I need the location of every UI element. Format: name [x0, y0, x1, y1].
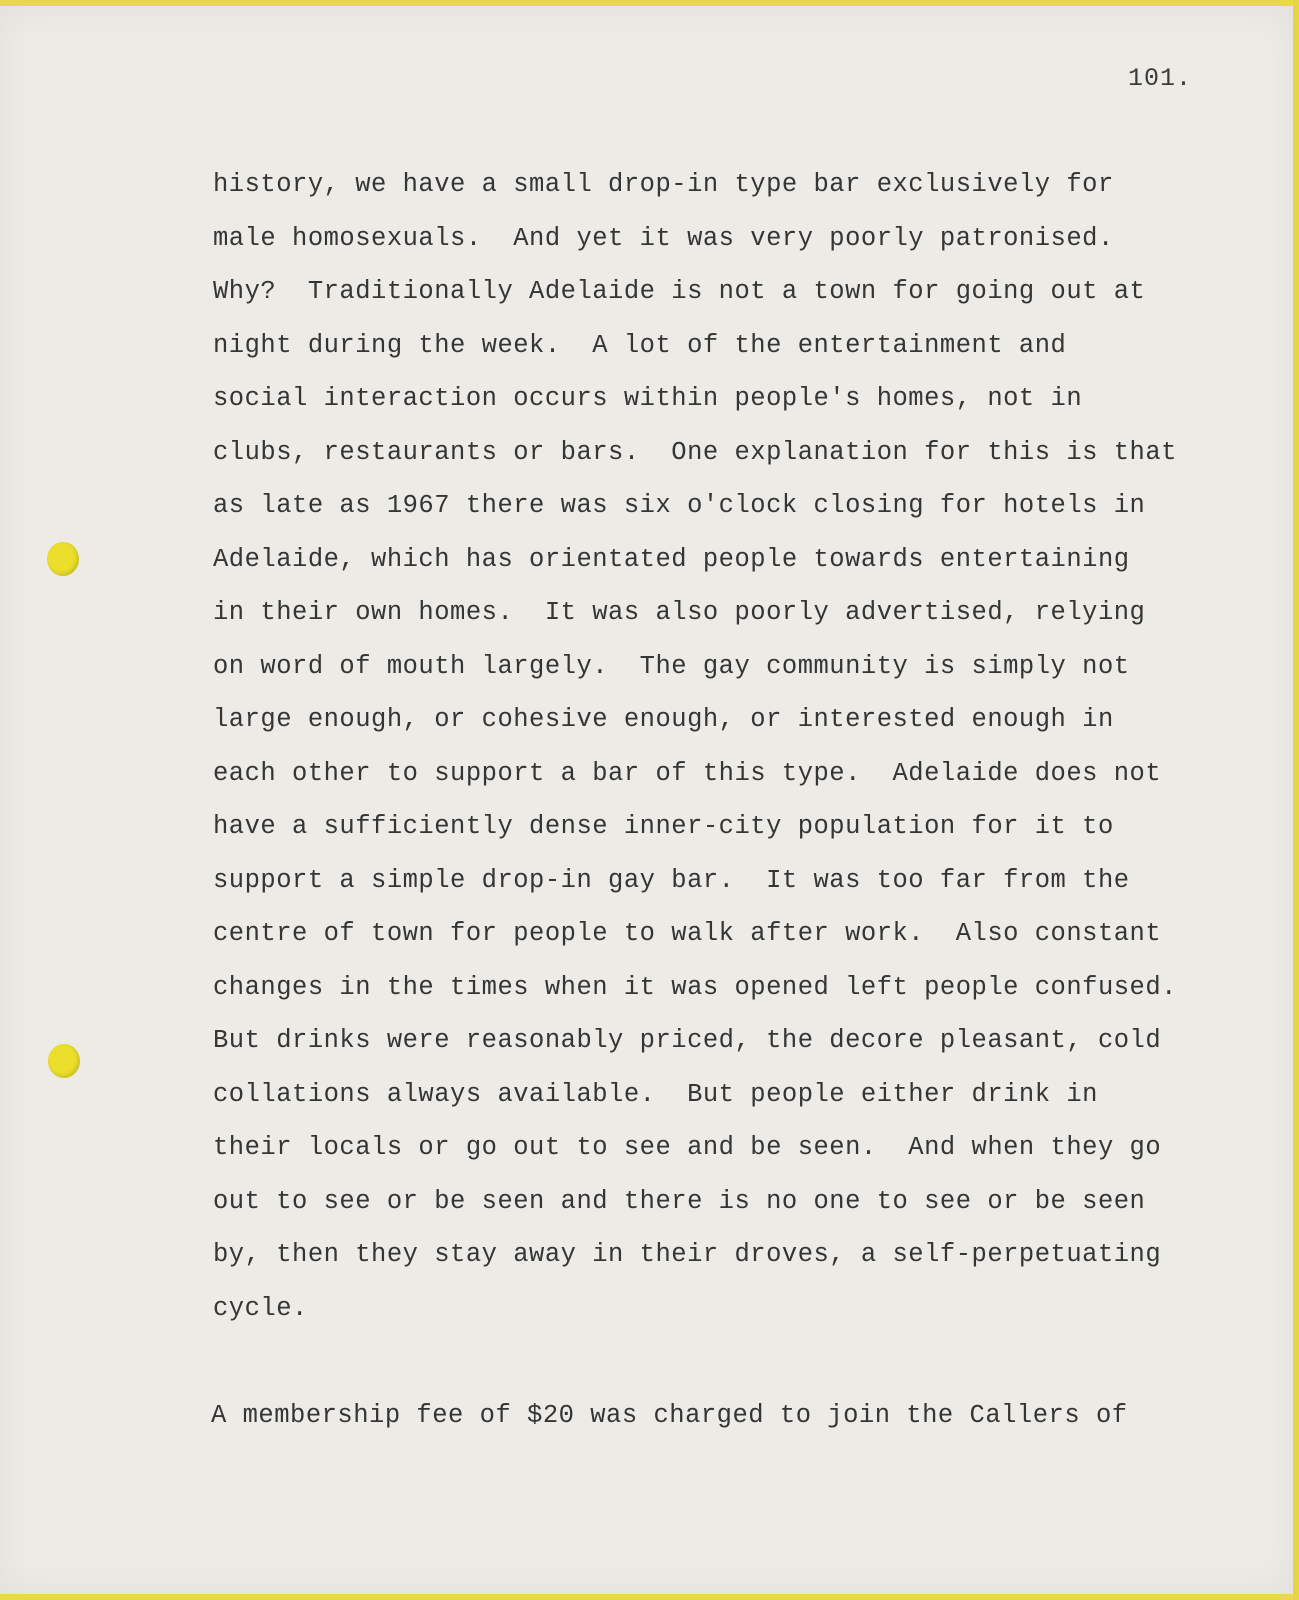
text-line: large enough, or cohesive enough, or interested enough in [213, 705, 1114, 734]
text-line: cycle. [213, 1293, 308, 1323]
page-number: 101. [1128, 64, 1193, 93]
text-line: support a simple drop-in gay bar. It was too far from the [213, 865, 1130, 895]
text-line: collations always available. But people either drink in [213, 1079, 1098, 1109]
text-line: each other to support a bar of this type. Adelaide does not [213, 758, 1162, 788]
text-line: But drinks were reasonably priced, the decore pleasant, cold [213, 1026, 1162, 1055]
binder-hole [47, 542, 79, 576]
paragraph-1 [213, 168, 1177, 1345]
text-line: history, we have a small drop-in type bar exclusively for [213, 170, 1114, 199]
paragraph-2: A membership fee of $20 was charged to join the Callers of [211, 1401, 1128, 1430]
text-line: as late as 1967 there was six o'clock closing for hotels in [213, 491, 1146, 520]
text-line: in their own homes. It was also poorly advertised, relying [213, 598, 1146, 627]
text-line: have a sufficiently dense inner-city population for it to [213, 812, 1114, 841]
text-line: night during the week. A lot of the entertainment and [213, 330, 1067, 360]
text-line: clubs, restaurants or bars. One explanation for this is that [213, 437, 1177, 467]
binder-hole [48, 1044, 80, 1078]
text-line: by, then they stay away in their droves, a self-perpetuating [213, 1240, 1162, 1269]
text-line: out to see or be seen and there is no one to see or be seen [213, 1186, 1146, 1216]
document-page [0, 6, 1293, 1594]
text-line: Why? Traditionally Adelaide is not a town for going out at [213, 277, 1146, 306]
text-line: Adelaide, which has orientated people towards entertaining [213, 544, 1130, 574]
text-line: their locals or go out to see and be seen. And when they go [213, 1133, 1162, 1162]
text-line: on word of mouth largely. The gay community is simply not [213, 651, 1130, 681]
text-line: social interaction occurs within people's homes, not in [213, 384, 1083, 413]
text-line: male homosexuals. And yet it was very poorly patronised. [213, 223, 1114, 253]
text-line: centre of town for people to walk after work. Also constant [213, 919, 1162, 948]
folder-edge [1293, 0, 1299, 1600]
text-line: changes in the times when it was opened left people confused. [213, 972, 1177, 1002]
